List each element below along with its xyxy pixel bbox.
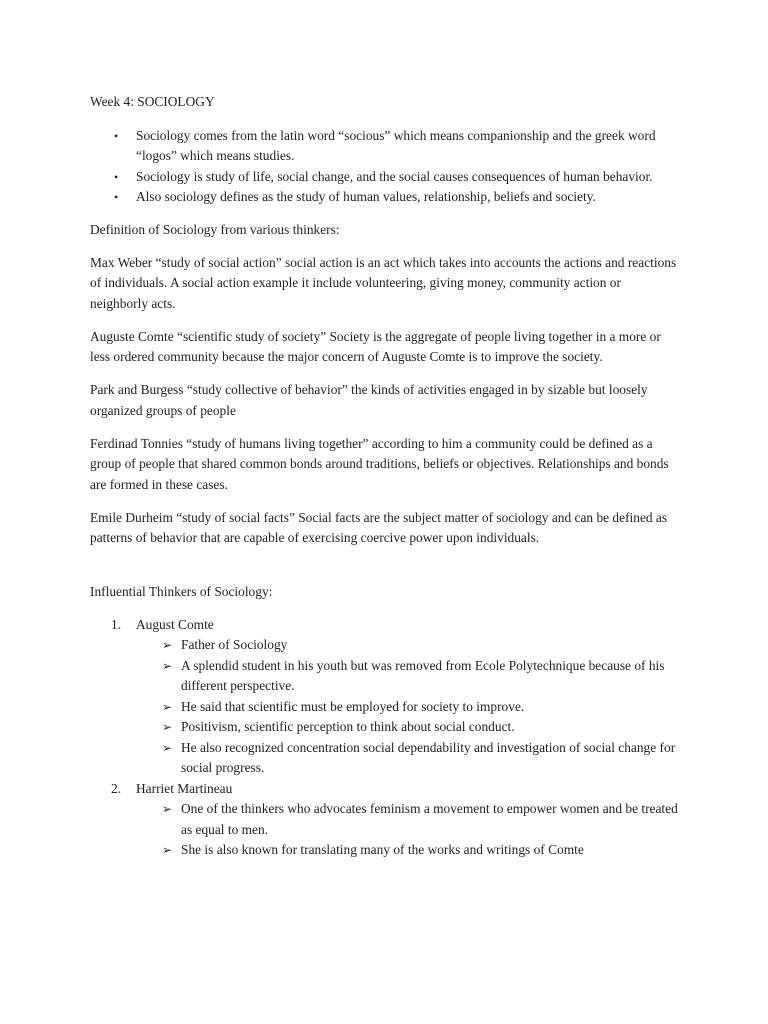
thinkers-list — [90, 615, 682, 861]
bullet-icon: • — [114, 190, 119, 204]
list-item — [136, 799, 682, 840]
thinker-name: Harriet Martineau — [136, 780, 233, 796]
list-item — [90, 167, 682, 188]
list-item-text: One of the thinkers who advocates feminism a movement to empower women and be treated as equal to men. — [181, 801, 678, 837]
page-title: Week 4: SOCIOLOGY — [90, 94, 215, 109]
thinker-points — [136, 799, 682, 861]
definition-paragraph: Park and Burgess “study collective of behavior” the kinds of activities engaged in by sizable but loosely organized groups of people — [90, 382, 648, 418]
thinker-name: August Comte — [136, 616, 214, 632]
document-body — [90, 92, 682, 861]
list-number: 1. — [111, 616, 122, 632]
arrow-bullet-icon: ➢ — [162, 802, 173, 816]
list-item — [136, 656, 682, 697]
list-item — [136, 840, 682, 861]
list-item-text: Also sociology defines as the study of human values, relationship, beliefs and society. — [136, 189, 596, 204]
list-item — [90, 126, 682, 167]
list-item-text: A splendid student in his youth but was removed from Ecole Polytechnique because of his different perspective. — [181, 657, 665, 693]
definitions-heading: Definition of Sociology from various thinkers: — [90, 221, 340, 237]
list-item-text: Positivism, scientific perception to think about social conduct. — [181, 719, 515, 734]
arrow-bullet-icon: ➢ — [162, 699, 173, 714]
bullet-icon: • — [114, 169, 119, 184]
thinker-points — [136, 635, 682, 779]
list-item — [136, 738, 682, 779]
list-item-text: Sociology is study of life, social change, and the social causes consequences of human behavior. — [136, 168, 653, 184]
list-item-text: He also recognized concentration social dependability and investigation of social change for social progress. — [181, 739, 676, 775]
arrow-bullet-icon: ➢ — [162, 843, 173, 857]
list-item — [90, 187, 682, 208]
list-item-text: He said that scientific must be employed for society to improve. — [181, 698, 525, 714]
definition-paragraph: Auguste Comte “scientific study of society” Society is the aggregate of people living together in a more or less ordered community because the major concern of Auguste Comte is to improve the society. — [90, 328, 661, 364]
list-item-text: Sociology comes from the latin word “socious” which means companionship and the greek word “logos” which means studies. — [136, 127, 656, 163]
thinker-item — [90, 779, 682, 861]
list-item — [136, 717, 682, 738]
arrow-bullet-icon: ➢ — [162, 720, 173, 734]
list-item — [136, 635, 682, 656]
arrow-bullet-icon: ➢ — [162, 740, 173, 755]
list-item-text: She is also known for translating many of the works and writings of Comte — [181, 842, 584, 857]
list-item-text: Father of Sociology — [181, 637, 288, 652]
thinkers-heading: Influential Thinkers of Sociology: — [90, 583, 273, 599]
list-item — [136, 697, 682, 718]
list-number: 2. — [111, 780, 122, 796]
definition-paragraph: Ferdinad Tonnies “study of humans living together” according to him a community could be defined as a group of people that shared common bonds around traditions, beliefs or objectives. Relationships and bonds are formed in these cases. — [90, 435, 669, 492]
thinker-item — [90, 615, 682, 779]
definition-paragraph: Max Weber “study of social action” social action is an act which takes into accounts the actions and reactions of individuals. A social action example it include volunteering, giving money, community action or neighborly acts. — [90, 254, 677, 311]
arrow-bullet-icon: ➢ — [162, 638, 173, 652]
definition-paragraph: Emile Durheim “study of social facts” Social facts are the subject matter of sociology and can be defined as patterns of behavior that are capable of exercising coercive power upon individuals. — [90, 509, 668, 545]
arrow-bullet-icon: ➢ — [162, 658, 173, 673]
bullet-icon: • — [114, 128, 119, 143]
intro-bullet-list — [90, 126, 682, 208]
